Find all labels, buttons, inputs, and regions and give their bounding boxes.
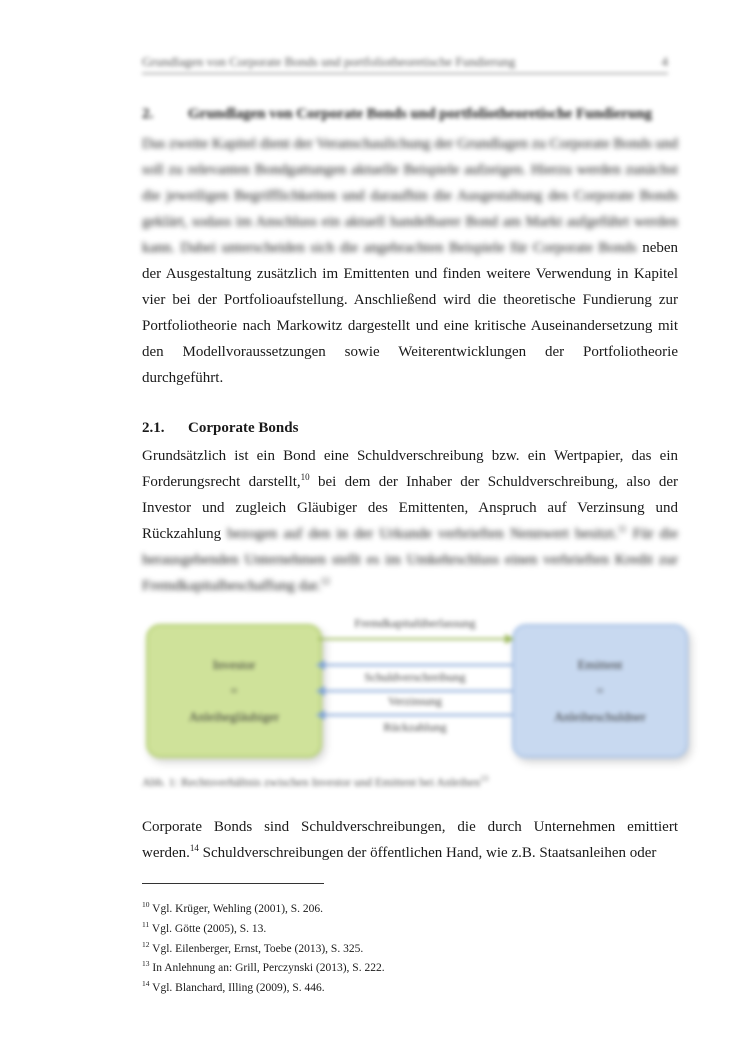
issuer-equals: =: [596, 683, 604, 698]
footnote-number: 12: [142, 939, 150, 949]
footnote-text: Vgl. Krüger, Wehling (2001), S. 206.: [152, 902, 324, 915]
section-title: Grundlagen von Corporate Bonds und portfoliotheoretische Fundierung: [188, 106, 652, 122]
footnote-number: 10: [142, 900, 150, 909]
arrow-label-capital: Fremdkapitalüberlassung: [354, 616, 476, 630]
investor-role: Anleihegläubiger: [188, 709, 280, 724]
issuer-role: Anleiheschuldner: [554, 709, 646, 724]
bonds-blurred-2: Für die herausgebenden Unternehmen stellt es im Umkehrschluss einen verbrieften Kredit zur Fremdkapitalbeschaffung dar.: [142, 526, 679, 594]
footnotes: [142, 897, 668, 996]
arrow-capital: [318, 638, 512, 640]
footnote-item: [142, 897, 668, 917]
bonds-text-1: Grundsätzlich ist ein Bond eine Schuldverschreibung bzw. ein Wertpapier, das ein Forderungsrecht darstellt,: [142, 448, 678, 490]
footnote-text: Vgl. Götte (2005), S. 13.: [151, 922, 267, 935]
arrow-interest: [318, 690, 512, 692]
footnote-divider: [142, 883, 324, 884]
investor-equals: =: [230, 683, 238, 698]
footnote-ref-11: 11: [617, 524, 627, 534]
subsection-title: Corporate Bonds: [188, 420, 299, 436]
closing-paragraph: [142, 814, 678, 866]
section-number: 2.: [142, 106, 154, 122]
footnote-text: Vgl. Blanchard, Illing (2009), S. 446.: [152, 982, 325, 995]
footnote-ref-10: 10: [300, 472, 310, 482]
issuer-label: Emittent: [577, 657, 623, 672]
investor-label: Investor: [212, 657, 256, 672]
arrow-label-repayment: Rückzahlung: [383, 720, 447, 734]
legal-relationship-figure: [142, 610, 698, 770]
bonds-blurred-1: bezogen auf den in der Urkunde verbrieften Nennwert besitzt.: [227, 526, 618, 542]
arrow-bond: [318, 664, 512, 666]
footnote-text: Vgl. Eilenberger, Ernst, Toebe (2013), S. 325.: [152, 942, 364, 955]
running-header: [142, 54, 668, 74]
footnote-ref-14: 14: [189, 843, 199, 853]
closing-text-2: Schuldverschreibungen der öffentlichen Hand, wie z.B. Staatsanleihen oder: [198, 845, 657, 861]
bonds-blurred-text: [142, 526, 678, 594]
subsection-heading: [142, 420, 668, 437]
footnote-item: [142, 937, 668, 957]
intro-clear-text: neben der Ausgestaltung zusätzlich im Emittenten und finden weitere Verwendung in Kapitel vier bei der Portfolioaufstellung. Anschließend wird die theoretische Fundierung zur Portfoliotheorie nach Markowitz dargestellt und eine kritische Auseinandersetzung mit den Modellvoraussetzungen sowie Weiterentwicklungen der Portfoliotheorie durchgeführt.: [142, 240, 679, 386]
bonds-paragraph: [142, 443, 678, 599]
page-number: 4: [661, 54, 668, 69]
footnote-number: 13: [142, 959, 150, 969]
subsection-number: 2.1.: [142, 420, 165, 436]
arrow-label-bond: Schuldverschreibung: [364, 670, 466, 684]
footnote-item: [142, 956, 668, 976]
footnote-item: [142, 976, 668, 996]
arrow-label-interest: Verzinsung: [388, 694, 442, 708]
footnote-ref-13: 13: [480, 774, 489, 783]
issuer-box: [512, 624, 688, 758]
caption-text: Abb. 1: Rechtsverhältnis zwischen Investor und Emittent bei Anleihen: [142, 775, 481, 789]
figure-caption: [142, 774, 668, 790]
running-header-title: Grundlagen von Corporate Bonds und portfoliotheoretische Fundierung: [142, 54, 516, 69]
section-heading: [142, 106, 668, 123]
bonds-text-2: bei dem der Inhaber der Schuldverschreibung, also der Investor und zugleich Gläubiger des Emittenten, Anspruch auf Verzinsung und Rückzahlung: [142, 474, 678, 542]
footnote-text: In Anlehnung an: Grill, Perczynski (2013), S. 222.: [152, 962, 385, 975]
intro-paragraph: [142, 131, 678, 391]
footnote-item: [142, 917, 668, 937]
footnote-number: 14: [142, 979, 150, 989]
arrow-repayment: [318, 714, 512, 716]
footnote-ref-12: 12: [320, 576, 330, 586]
intro-blurred-text: Das zweite Kapitel dient der Veranschaulichung der Grundlagen zu Corporate Bonds und soll zu relevanten Bondgattungen aktuelle Beispiele aufzeigen. Hierzu werden zunächst die jeweiligen Begrifflichkeiten und daraufhin die Ausgestaltung des Corporate Bonds geklärt, sodass im Anschluss ein aktuell handelbarer Bond am Markt aufgeführt werden kann. Dabei unterscheiden sich die angebrachten Beispiele für Corporate Bonds: [142, 136, 678, 256]
closing-text-1: Corporate Bonds sind Schuldverschreibungen, die durch Unternehmen emittiert werden.: [142, 819, 678, 861]
footnote-number: 11: [142, 919, 150, 929]
investor-box: [146, 624, 322, 758]
